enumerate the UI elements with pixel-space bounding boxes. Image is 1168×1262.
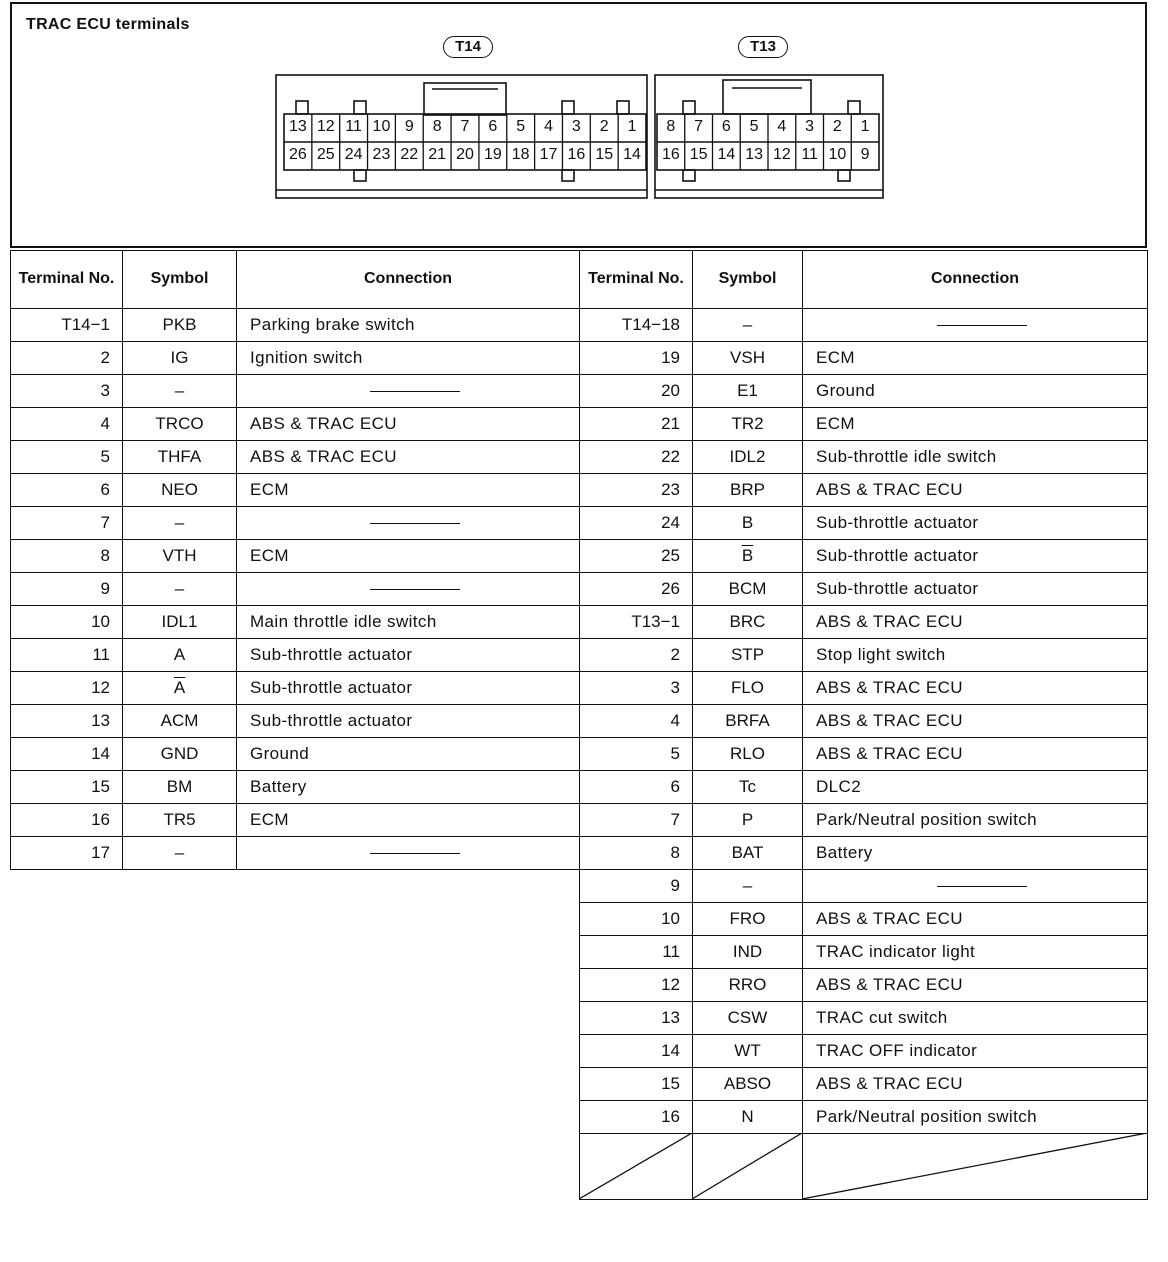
t14-pin: 17 bbox=[539, 146, 558, 163]
terminal-connection: ABS & TRAC ECU bbox=[803, 969, 1148, 1002]
terminal-symbol bbox=[123, 705, 237, 738]
terminal-symbol bbox=[123, 573, 237, 606]
t14-pin: 4 bbox=[544, 118, 553, 135]
terminal-number: 7 bbox=[11, 507, 123, 540]
symbol-text: P bbox=[741, 810, 754, 829]
symbol-text: $\overline{B}$ bbox=[741, 546, 754, 565]
symbol-text: RRO bbox=[728, 975, 767, 994]
symbol-text: FRO bbox=[729, 909, 766, 928]
table-row bbox=[580, 705, 1148, 738]
symbol-text: WT bbox=[734, 1041, 761, 1060]
t13-connector-label: T13 bbox=[738, 36, 788, 58]
table-row bbox=[580, 1002, 1148, 1035]
symbol-text: ACM bbox=[160, 711, 199, 730]
t14-pin: 12 bbox=[316, 118, 335, 135]
t13-pin: 11 bbox=[801, 146, 818, 163]
t13-pin: 12 bbox=[772, 146, 791, 163]
t14-connector-label: T14 bbox=[443, 36, 493, 58]
no-connection-line bbox=[937, 886, 1027, 888]
t13-pin: 14 bbox=[717, 146, 736, 163]
terminal-number: 13 bbox=[580, 1002, 693, 1035]
terminal-symbol bbox=[123, 408, 237, 441]
terminal-number: 4 bbox=[580, 705, 693, 738]
terminal-number: 25 bbox=[580, 540, 693, 573]
t13-pin: 10 bbox=[828, 146, 847, 163]
t14-pin: 9 bbox=[404, 118, 414, 135]
t14-pin: 25 bbox=[316, 146, 335, 163]
terminal-symbol bbox=[693, 1101, 803, 1134]
terminal-symbol bbox=[693, 705, 803, 738]
terminal-symbol bbox=[693, 936, 803, 969]
terminal-connection: TRAC indicator light bbox=[803, 936, 1148, 969]
terminal-connection: ABS & TRAC ECU bbox=[803, 1068, 1148, 1101]
t14-pin: 23 bbox=[372, 146, 391, 163]
symbol-text: – bbox=[174, 843, 185, 862]
t13-pin: 1 bbox=[860, 118, 870, 135]
table-row bbox=[11, 771, 580, 804]
terminal-connection: Park/Neutral position switch bbox=[803, 804, 1148, 837]
terminal-connection: TRAC OFF indicator bbox=[803, 1035, 1148, 1068]
terminal-symbol bbox=[123, 441, 237, 474]
terminal-connection: Ground bbox=[237, 738, 580, 771]
terminal-number: 7 bbox=[580, 804, 693, 837]
t13-pin: 7 bbox=[694, 118, 704, 135]
symbol-text: E1 bbox=[737, 381, 758, 400]
symbol-text: IND bbox=[732, 942, 763, 961]
t13-pin: 15 bbox=[689, 146, 708, 163]
terminal-connection: Stop light switch bbox=[803, 639, 1148, 672]
symbol-text: – bbox=[174, 579, 185, 598]
terminal-connection: Sub-throttle actuator bbox=[237, 672, 580, 705]
terminal-symbol bbox=[693, 309, 803, 342]
table-row bbox=[580, 639, 1148, 672]
terminal-symbol bbox=[693, 738, 803, 771]
table-row bbox=[11, 309, 580, 342]
terminal-header: Terminal No. bbox=[11, 251, 123, 309]
t14-pin: 3 bbox=[571, 118, 581, 135]
terminal-number: 19 bbox=[580, 342, 693, 375]
t14-pin: 24 bbox=[344, 146, 363, 163]
table-row bbox=[580, 507, 1148, 540]
table-row bbox=[11, 705, 580, 738]
terminal-connection: ECM bbox=[803, 342, 1148, 375]
table-row bbox=[580, 309, 1148, 342]
t13-pin: 3 bbox=[805, 118, 815, 135]
terminal-connection: ABS & TRAC ECU bbox=[803, 606, 1148, 639]
terminal-connection: TRAC cut switch bbox=[803, 1002, 1148, 1035]
terminal-connection: Sub-throttle actuator bbox=[237, 639, 580, 672]
table-row bbox=[580, 672, 1148, 705]
terminal-number: 14 bbox=[11, 738, 123, 771]
t13-pin: 5 bbox=[749, 118, 759, 135]
terminal-number: 8 bbox=[580, 837, 693, 870]
symbol-text: IDL2 bbox=[729, 447, 766, 466]
blank-rows-strike bbox=[579, 1133, 1148, 1199]
t14-pin: 11 bbox=[345, 118, 362, 135]
terminal-symbol bbox=[123, 540, 237, 573]
table-row bbox=[580, 738, 1148, 771]
t14-pin: 22 bbox=[400, 146, 419, 163]
symbol-text: TR2 bbox=[731, 414, 764, 433]
terminal-symbol bbox=[693, 342, 803, 375]
symbol-text: BRC bbox=[729, 612, 766, 631]
table-row bbox=[11, 606, 580, 639]
t14-pin: 10 bbox=[372, 118, 391, 135]
terminal-connection: ABS & TRAC ECU bbox=[803, 672, 1148, 705]
t13-pin: 2 bbox=[832, 118, 842, 135]
terminal-connection: ECM bbox=[237, 540, 580, 573]
terminal-number: T13−1 bbox=[580, 606, 693, 639]
terminal-symbol bbox=[123, 738, 237, 771]
terminal-connection: Sub-throttle actuator bbox=[803, 507, 1148, 540]
table-row bbox=[11, 804, 580, 837]
t13-pin: 6 bbox=[721, 118, 731, 135]
terminal-connection: ECM bbox=[237, 804, 580, 837]
terminal-symbol bbox=[693, 837, 803, 870]
terminal-symbol bbox=[123, 474, 237, 507]
terminal-number: 3 bbox=[580, 672, 693, 705]
terminal-symbol bbox=[693, 474, 803, 507]
table-row bbox=[11, 573, 580, 606]
table-row bbox=[580, 1068, 1148, 1101]
t14-pin: 1 bbox=[627, 118, 637, 135]
no-connection-line bbox=[370, 853, 460, 855]
terminal-symbol bbox=[123, 804, 237, 837]
table-row bbox=[580, 804, 1148, 837]
terminal-connection: Parking brake switch bbox=[237, 309, 580, 342]
symbol-text: $\overline{A}$ bbox=[173, 678, 186, 697]
terminal-number: 17 bbox=[11, 837, 123, 870]
terminal-symbol bbox=[123, 342, 237, 375]
terminal-symbol bbox=[693, 1002, 803, 1035]
table-row bbox=[580, 1035, 1148, 1068]
terminal-symbol bbox=[693, 903, 803, 936]
terminal-number: 13 bbox=[11, 705, 123, 738]
terminal-number: T14−1 bbox=[11, 309, 123, 342]
symbol-text: NEO bbox=[161, 480, 198, 499]
connection-header: Connection bbox=[237, 251, 580, 309]
t14-pin: 16 bbox=[567, 146, 586, 163]
terminal-connection: Ground bbox=[803, 375, 1148, 408]
symbol-header: Symbol bbox=[693, 251, 803, 309]
terminal-symbol bbox=[123, 672, 237, 705]
symbol-text: IG bbox=[170, 348, 189, 367]
t13-pin: 4 bbox=[777, 118, 787, 135]
terminal-connection: DLC2 bbox=[803, 771, 1148, 804]
symbol-text: – bbox=[174, 381, 185, 400]
terminal-symbol bbox=[693, 969, 803, 1002]
table-row bbox=[580, 540, 1148, 573]
terminal-header: Terminal No. bbox=[580, 251, 693, 309]
table-row bbox=[580, 441, 1148, 474]
terminal-number: 12 bbox=[580, 969, 693, 1002]
t14-pin: 2 bbox=[599, 118, 609, 135]
terminal-symbol bbox=[123, 507, 237, 540]
t13-pin: 16 bbox=[661, 146, 680, 163]
terminal-connection: ABS & TRAC ECU bbox=[803, 474, 1148, 507]
terminal-symbol bbox=[693, 507, 803, 540]
t14-pin: 18 bbox=[511, 146, 530, 163]
terminal-connection: Battery bbox=[803, 837, 1148, 870]
terminal-number: 2 bbox=[11, 342, 123, 375]
terminal-symbol bbox=[693, 672, 803, 705]
terminal-number: 24 bbox=[580, 507, 693, 540]
symbol-text: GND bbox=[160, 744, 199, 763]
terminal-number: T14−18 bbox=[580, 309, 693, 342]
symbol-text: VTH bbox=[162, 546, 197, 565]
terminal-number: 5 bbox=[580, 738, 693, 771]
terminal-connection: ECM bbox=[237, 474, 580, 507]
symbol-text: Tc bbox=[739, 777, 756, 796]
terminal-symbol bbox=[123, 606, 237, 639]
t13-pin: 13 bbox=[745, 146, 764, 163]
t14-pin: 15 bbox=[595, 146, 614, 163]
terminal-connection: Main throttle idle switch bbox=[237, 606, 580, 639]
t14-pin: 19 bbox=[483, 146, 502, 163]
terminal-number: 21 bbox=[580, 408, 693, 441]
table-row bbox=[580, 408, 1148, 441]
terminal-connection bbox=[803, 870, 1148, 903]
table-row bbox=[580, 837, 1148, 870]
terminal-symbol bbox=[693, 540, 803, 573]
table-row bbox=[580, 903, 1148, 936]
terminal-number: 20 bbox=[580, 375, 693, 408]
terminal-number: 14 bbox=[580, 1035, 693, 1068]
terminal-number: 6 bbox=[11, 474, 123, 507]
t13-pin: 8 bbox=[666, 118, 676, 135]
terminal-number: 6 bbox=[580, 771, 693, 804]
terminal-number: 15 bbox=[11, 771, 123, 804]
symbol-text: THFA bbox=[157, 447, 202, 466]
symbol-text: STP bbox=[730, 645, 765, 664]
strike-line bbox=[579, 1133, 692, 1199]
symbol-text: ABSO bbox=[723, 1074, 772, 1093]
terminal-number: 5 bbox=[11, 441, 123, 474]
t14-pin: 21 bbox=[428, 146, 447, 163]
terminal-number: 10 bbox=[580, 903, 693, 936]
terminal-symbol bbox=[123, 375, 237, 408]
table-row bbox=[580, 606, 1148, 639]
terminal-connection bbox=[237, 837, 580, 870]
terminal-number: 8 bbox=[11, 540, 123, 573]
table-row bbox=[11, 474, 580, 507]
terminal-symbol bbox=[693, 804, 803, 837]
table-row bbox=[11, 672, 580, 705]
table-row bbox=[580, 870, 1148, 903]
symbol-text: BCM bbox=[728, 579, 767, 598]
terminal-symbol bbox=[693, 870, 803, 903]
terminal-connection bbox=[237, 507, 580, 540]
table-row bbox=[11, 375, 580, 408]
table-row bbox=[580, 969, 1148, 1002]
terminal-number: 9 bbox=[580, 870, 693, 903]
t14-pin: 7 bbox=[460, 118, 470, 135]
symbol-text: BM bbox=[166, 777, 193, 796]
table-row bbox=[11, 639, 580, 672]
terminal-connection: ABS & TRAC ECU bbox=[803, 903, 1148, 936]
terminal-symbol bbox=[123, 837, 237, 870]
terminal-number: 16 bbox=[580, 1101, 693, 1134]
terminal-symbol bbox=[123, 771, 237, 804]
terminal-symbol bbox=[693, 1035, 803, 1068]
terminal-number: 2 bbox=[580, 639, 693, 672]
connection-header: Connection bbox=[803, 251, 1148, 309]
terminal-number: 23 bbox=[580, 474, 693, 507]
symbol-text: FLO bbox=[730, 678, 765, 697]
symbol-text: RLO bbox=[730, 744, 765, 763]
no-connection-line bbox=[370, 391, 460, 393]
terminal-connection: Sub-throttle idle switch bbox=[803, 441, 1148, 474]
table-row bbox=[11, 837, 580, 870]
terminal-symbol bbox=[693, 441, 803, 474]
terminal-number: 11 bbox=[11, 639, 123, 672]
terminal-connection: Sub-throttle actuator bbox=[237, 705, 580, 738]
terminal-number: 3 bbox=[11, 375, 123, 408]
table-row bbox=[11, 441, 580, 474]
t14-pin: 26 bbox=[289, 146, 307, 163]
terminal-connection: Battery bbox=[237, 771, 580, 804]
terminal-table-left bbox=[10, 250, 580, 870]
terminal-symbol bbox=[693, 1068, 803, 1101]
table-row bbox=[580, 1101, 1148, 1134]
terminal-symbol bbox=[693, 771, 803, 804]
t14-pin: 5 bbox=[516, 118, 526, 135]
terminal-symbol bbox=[693, 639, 803, 672]
terminal-connection: Sub-throttle actuator bbox=[803, 540, 1148, 573]
terminal-number: 4 bbox=[11, 408, 123, 441]
symbol-header: Symbol bbox=[123, 251, 237, 309]
terminal-connection: Ignition switch bbox=[237, 342, 580, 375]
table-row bbox=[580, 474, 1148, 507]
terminal-symbol bbox=[123, 309, 237, 342]
table-row bbox=[11, 342, 580, 375]
no-connection-line bbox=[370, 589, 460, 591]
terminal-number: 9 bbox=[11, 573, 123, 606]
page-title: TRAC ECU terminals bbox=[26, 16, 190, 33]
symbol-text: BRFA bbox=[725, 711, 770, 730]
table-row bbox=[11, 408, 580, 441]
table-row bbox=[580, 342, 1148, 375]
t13-pin: 9 bbox=[860, 146, 870, 163]
terminal-number: 22 bbox=[580, 441, 693, 474]
table-row bbox=[11, 540, 580, 573]
symbol-text: B bbox=[741, 513, 754, 532]
symbol-text: A bbox=[173, 645, 186, 664]
terminal-number: 26 bbox=[580, 573, 693, 606]
terminal-connection bbox=[237, 375, 580, 408]
symbol-text: BRP bbox=[730, 480, 765, 499]
terminal-number: 15 bbox=[580, 1068, 693, 1101]
symbol-text: IDL1 bbox=[161, 612, 198, 631]
symbol-text: – bbox=[742, 315, 753, 334]
symbol-text: N bbox=[741, 1107, 754, 1126]
terminal-number: 16 bbox=[11, 804, 123, 837]
t14-pin: 20 bbox=[456, 146, 474, 163]
terminal-symbol bbox=[693, 375, 803, 408]
symbol-text: TRCO bbox=[155, 414, 204, 433]
terminal-connection bbox=[803, 309, 1148, 342]
t14-pin: 14 bbox=[623, 146, 641, 163]
t14-pin: 13 bbox=[289, 118, 307, 135]
symbol-text: PKB bbox=[162, 315, 197, 334]
symbol-text: VSH bbox=[730, 348, 765, 367]
terminal-symbol bbox=[123, 639, 237, 672]
terminal-symbol bbox=[693, 573, 803, 606]
t14-pin: 8 bbox=[432, 118, 442, 135]
table-row bbox=[580, 573, 1148, 606]
terminal-connection: ABS & TRAC ECU bbox=[237, 408, 580, 441]
table-row bbox=[580, 375, 1148, 408]
terminal-table-right bbox=[579, 250, 1148, 1200]
no-connection-line bbox=[937, 325, 1027, 327]
terminal-connection: ECM bbox=[803, 408, 1148, 441]
table-row bbox=[11, 507, 580, 540]
terminal-connection: ABS & TRAC ECU bbox=[803, 705, 1148, 738]
table-row bbox=[580, 936, 1148, 969]
symbol-text: – bbox=[174, 513, 185, 532]
symbol-text: – bbox=[742, 876, 753, 895]
table-row bbox=[11, 738, 580, 771]
terminal-connection: Park/Neutral position switch bbox=[803, 1101, 1148, 1134]
symbol-text: TR5 bbox=[163, 810, 196, 829]
terminal-number: 12 bbox=[11, 672, 123, 705]
strike-line bbox=[802, 1133, 1147, 1199]
terminal-number: 11 bbox=[580, 936, 693, 969]
symbol-text: BAT bbox=[731, 843, 764, 862]
symbol-text: CSW bbox=[727, 1008, 768, 1027]
no-connection-line bbox=[370, 523, 460, 525]
terminal-connection bbox=[237, 573, 580, 606]
terminal-number: 10 bbox=[11, 606, 123, 639]
terminal-symbol bbox=[693, 606, 803, 639]
strike-line bbox=[692, 1133, 802, 1199]
terminal-connection: ABS & TRAC ECU bbox=[803, 738, 1148, 771]
terminal-connection: Sub-throttle actuator bbox=[803, 573, 1148, 606]
terminal-connection: ABS & TRAC ECU bbox=[237, 441, 580, 474]
terminal-symbol bbox=[693, 408, 803, 441]
t14-pin: 6 bbox=[488, 118, 498, 135]
table-row bbox=[580, 771, 1148, 804]
